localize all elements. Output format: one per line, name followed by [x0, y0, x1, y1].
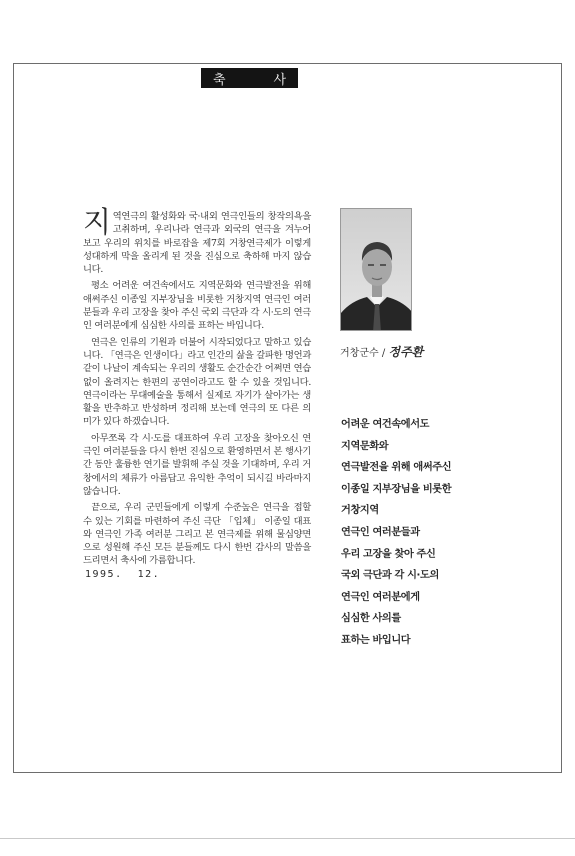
paragraph-1: [83, 205, 311, 276]
paragraph-5: 끝으로, 우리 군민들에게 이렇게 수준높은 연극을 접할 수 있는 기회를 마련하여 주신 극단 「입체」 이종일 대표와 연극인 가족 여러분 그리고 본 연극제를 위해 물심양면으로 성원해 주신 모든 분들께도 다시 한번 감사의 말씀을 드리면서 축사에 가름합니다.: [83, 502, 311, 567]
pull-quote: [341, 414, 461, 652]
pull-quote-line: 이종일 지부장님을 비롯한: [341, 483, 452, 495]
pull-quote-line: 거창지역: [341, 505, 379, 517]
photo-caption: [340, 343, 423, 360]
pull-quote-line: 심심한 사의를: [341, 613, 401, 625]
pull-quote-line: 연극발전을 위해 애써주신: [341, 462, 452, 474]
congratulatory-address: [83, 205, 311, 571]
pull-quote-line: 우리 고장을 찾아 주신: [341, 548, 436, 560]
paragraph-2: 평소 어려운 여건속에서도 지역문화와 연극발전을 위해 애써주신 이종일 지부장님을 비롯한 거창지역 연극인 여러분들과 우리 고장을 찾아 주신 국외 극단과 각 시·도의 연극인 여러분에게 심심한 사의를 표하는 바입니다.: [83, 280, 311, 332]
caption-name: 정주환: [388, 345, 424, 359]
pull-quote-line: 연극인 여러분들과: [341, 526, 420, 538]
date-line: 1995. 12.: [85, 569, 161, 580]
paragraph-3: 연극은 인류의 기원과 더불어 시작되었다고 말하고 있습니다. 「연극은 인생이다」라고 인간의 삶을 갈파한 명언과 같이 나날이 계속되는 우리의 생활도 순간순간 어쩌면 연습없이 올려지는 한편의 공연이라고도 할 수 있을 것입니다. 연극이라는 무대예술을 통해서 실제로 자기가 살아가는 생활을 반추하고 반성하며 정리해 보는데 연극의 또 다른 의미가 있다 하겠습니다.: [83, 336, 311, 428]
paragraph-1-text: 역연극의 활성화와 국·내외 연극인들의 창작의욕을 고취하며, 우리나라 연극과 외국의 연극을 겨누어 보고 우리의 위치를 바로잡을 제7회 거창연극제가 이렇게 성대하게 막을 올리게 된 것을 진심으로 축하해 마지 않습니다.: [83, 211, 311, 276]
pull-quote-line: 연극인 여러분에게: [341, 591, 420, 603]
pull-quote-line: 지역문화와: [341, 440, 389, 452]
paragraph-4: 아무쪼록 각 시·도를 대표하여 우리 고장을 찾아오신 연극인 여러분들을 다시 한번 진심으로 환영하면서 본 행사기간 동안 훌륭한 연기를 발휘해 주실 것을 기대하며, 우리 거창에서의 체류가 아름답고 유익한 추억이 되시길 바라마지 않습니다.: [83, 432, 311, 497]
pull-quote-line: 어려운 여건속에서도: [341, 419, 430, 430]
page-bottom-rule: [0, 838, 575, 839]
pull-quote-line: 국외 극단과 각 시·도의: [341, 570, 439, 582]
title-char-left: 축: [213, 72, 226, 88]
caption-role: 거창군수 /: [340, 348, 389, 359]
portrait-photo: [340, 208, 412, 331]
portrait-illustration: [341, 209, 412, 331]
title-char-right: 사: [273, 72, 286, 88]
drop-cap: 지: [83, 205, 111, 239]
pull-quote-line: 표하는 바입니다: [341, 634, 411, 646]
page-title: [201, 68, 298, 88]
